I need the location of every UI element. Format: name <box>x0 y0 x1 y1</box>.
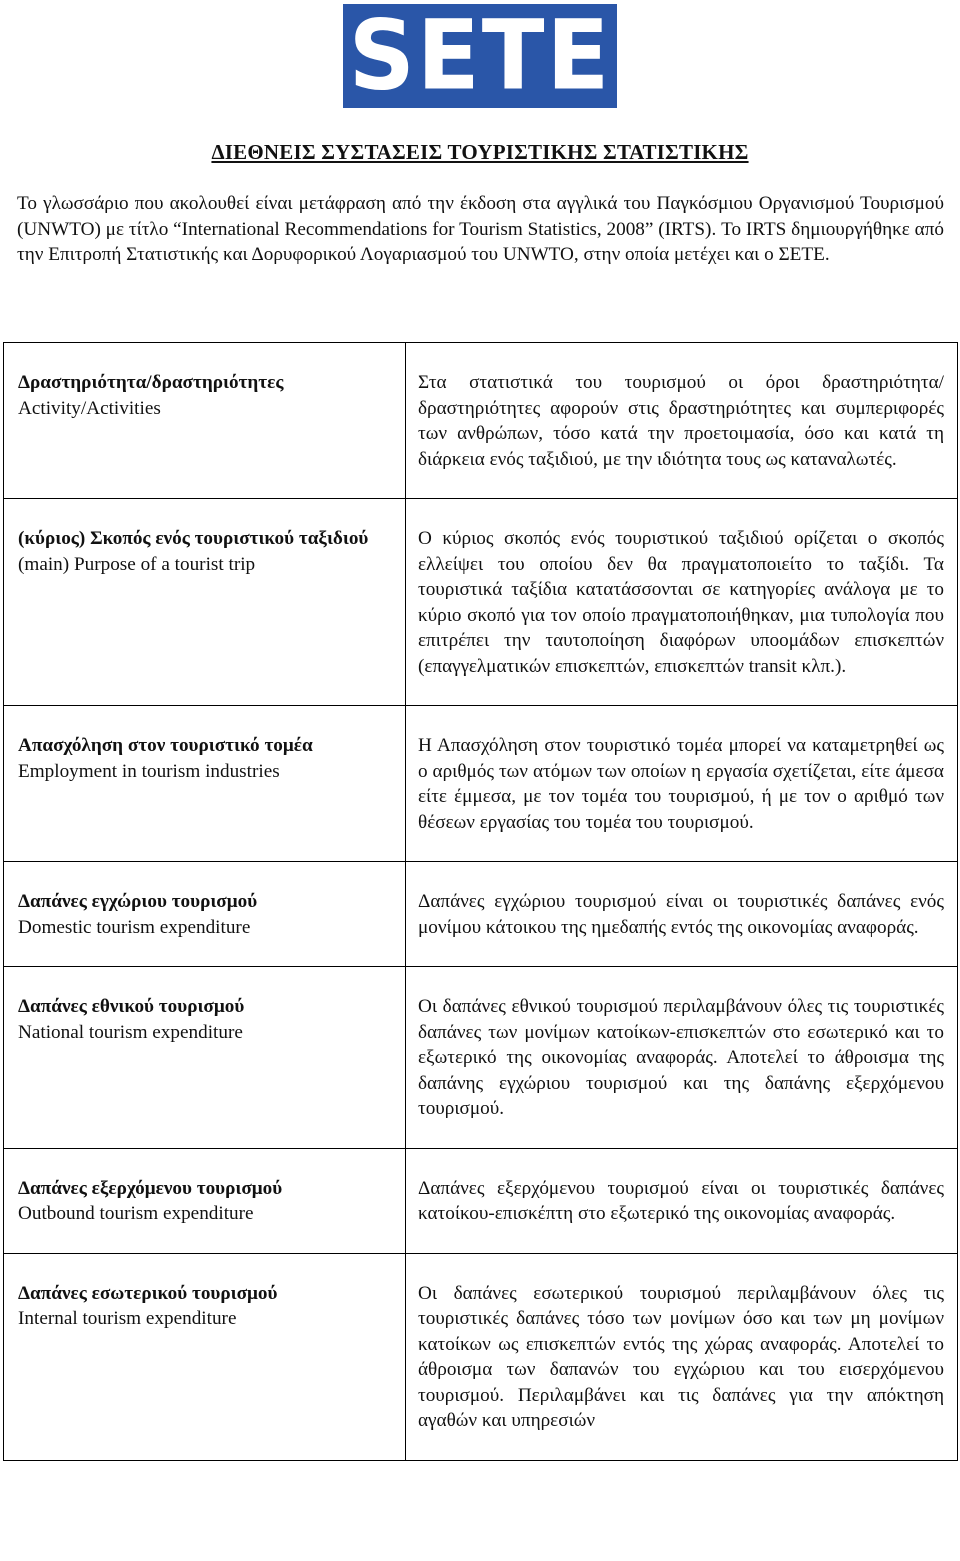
term-cell <box>4 862 406 967</box>
term-english: Activity/Activities <box>18 397 161 419</box>
definition-cell: Ο κύριος σκοπός ενός τουριστικού ταξιδιού ορίζεται ο σκοπός ελλείψει του οποίου δεν θα πραγματοποιείτο το ταξίδι. Τα τουριστικά ταξίδια κατατάσσονται σε κατηγορίες ανάλογα με το κύριο σκοπό για τον οποίο πραγματοποιήθηκαν, μια τυπολογία που επιτρέπει την ταυτοποίηση διαφόρων υποομάδων επισκεπτών (επαγγελματικών επισκεπτών, επισκεπτών transit κλπ.). <box>406 499 958 706</box>
term-cell <box>4 1253 406 1460</box>
term-english: Outbound tourism expenditure <box>18 1203 254 1224</box>
term-cell <box>4 706 406 862</box>
term-english: National tourism expenditure <box>18 1021 243 1043</box>
term-cell <box>4 967 406 1149</box>
definition-cell: Η Απασχόληση στον τουριστικό τομέα μπορεί να καταμετρηθεί ως ο αριθμός των ατόμων των οποίων η εργασία σχετίζεται, είτε άμεσα είτε έμμεσα, με τον τομέα του τουρισμού, ή με τον ο αριθμό των θέσεων εργασίας του τομέα του τουρισμού. <box>406 706 958 862</box>
term-greek: Δαπάνες εθνικού τουρισμού <box>18 996 245 1017</box>
glossary-row <box>4 1148 958 1253</box>
term-english: Domestic tourism expenditure <box>18 916 251 938</box>
definition-cell: Οι δαπάνες εσωτερικού τουρισμού περιλαμβάνουν όλες τις τουριστικές δαπάνες τόσο των μονίμων όσο και των μη μονίμων κατοίκων ως επισκεπτών εντός της χώρας αναφοράς. Αποτελεί το άθροισμα των δαπανών του εγχώριου και του εισερχόμενου τουρισμού. Περιλαμβάνει και τις δαπάνες για την απόκτηση αγαθών και υπηρεσιών <box>406 1253 958 1460</box>
term-greek: (κύριος) Σκοπός ενός τουριστικού ταξιδιού <box>18 528 369 549</box>
glossary-row <box>4 967 958 1149</box>
definition-cell: Στα στατιστικά του τουρισμού οι όροι δραστηριότητα/δραστηριότητες αφορούν στις δραστηριότητες και συμπεριφορές των ανθρώπων, τόσο κατά την προετοιμασία, όσο και κατά τη διάρκεια ενός ταξιδιού, με την ιδιότητα τους ως καταναλωτές. <box>406 343 958 499</box>
glossary-row <box>4 862 958 967</box>
term-english: Internal tourism expenditure <box>18 1308 237 1329</box>
term-greek: Δαπάνες εγχώριου τουρισμού <box>18 891 258 912</box>
term-english: (main) Purpose of a tourist trip <box>18 553 256 575</box>
intro-paragraph: Το γλωσσάριο που ακολουθεί είναι μετάφραση από την έκδοση στα αγγλικά του Παγκόσμιου Οργανισμού Τουρισμού (UNWTO) με τίτλο “International Recommendations for Tourism Statistics, 2008” (IRTS). Το IRTS δημιουργήθηκε από την Επιτροπή Στατιστικής και Δορυφορικού Λογαριασμού του UNWTO, στην οποία μετέχει και ο ΣΕΤΕ. <box>17 193 944 265</box>
glossary-row <box>4 1253 958 1460</box>
term-cell <box>4 1148 406 1253</box>
term-cell <box>4 343 406 499</box>
glossary-row <box>4 706 958 862</box>
sete-logo <box>343 0 617 112</box>
term-greek: Δραστηριότητα/δραστηριότητες <box>18 372 284 393</box>
term-greek: Απασχόληση στον τουριστικό τομέα <box>18 735 313 756</box>
term-english: Employment in tourism industries <box>18 760 280 782</box>
definition-cell: Δαπάνες εγχώριου τουρισμού είναι οι τουριστικές δαπάνες ενός μονίμου κάτοικου της ημεδαπής εντός της οικονομίας αναφοράς. <box>406 862 958 967</box>
term-cell <box>4 499 406 706</box>
term-greek: Δαπάνες εξερχόμενου τουρισμού <box>18 1177 283 1199</box>
glossary-row <box>4 499 958 706</box>
logo-text: SETE <box>348 0 612 112</box>
definition-cell: Οι δαπάνες εθνικού τουρισμού περιλαμβάνουν όλες τις τουριστικές δαπάνες των μονίμων κατοίκων-επισκεπτών στο εσωτερικό και το εξωτερικό της οικονομίας αναφοράς. Αποτελεί το άθροισμα της δαπάνης εγχώριου τουρισμού και της δαπάνης εξερχόμενου τουρισμού. <box>406 967 958 1149</box>
term-greek: Δαπάνες εσωτερικού τουρισμού <box>18 1282 278 1304</box>
glossary-row <box>4 343 958 499</box>
definition-cell: Δαπάνες εξερχόμενου τουρισμού είναι οι τουριστικές δαπάνες κατοίκου-επισκέπτη στο εξωτερικό της οικονομίας αναφοράς. <box>406 1148 958 1253</box>
document-title: ΔΙΕΘΝΕΙΣ ΣΥΣΤΑΣΕΙΣ ΤΟΥΡΙΣΤΙΚΗΣ ΣΤΑΤΙΣΤΙΚΗΣ <box>211 140 749 164</box>
glossary-table <box>3 342 958 1461</box>
